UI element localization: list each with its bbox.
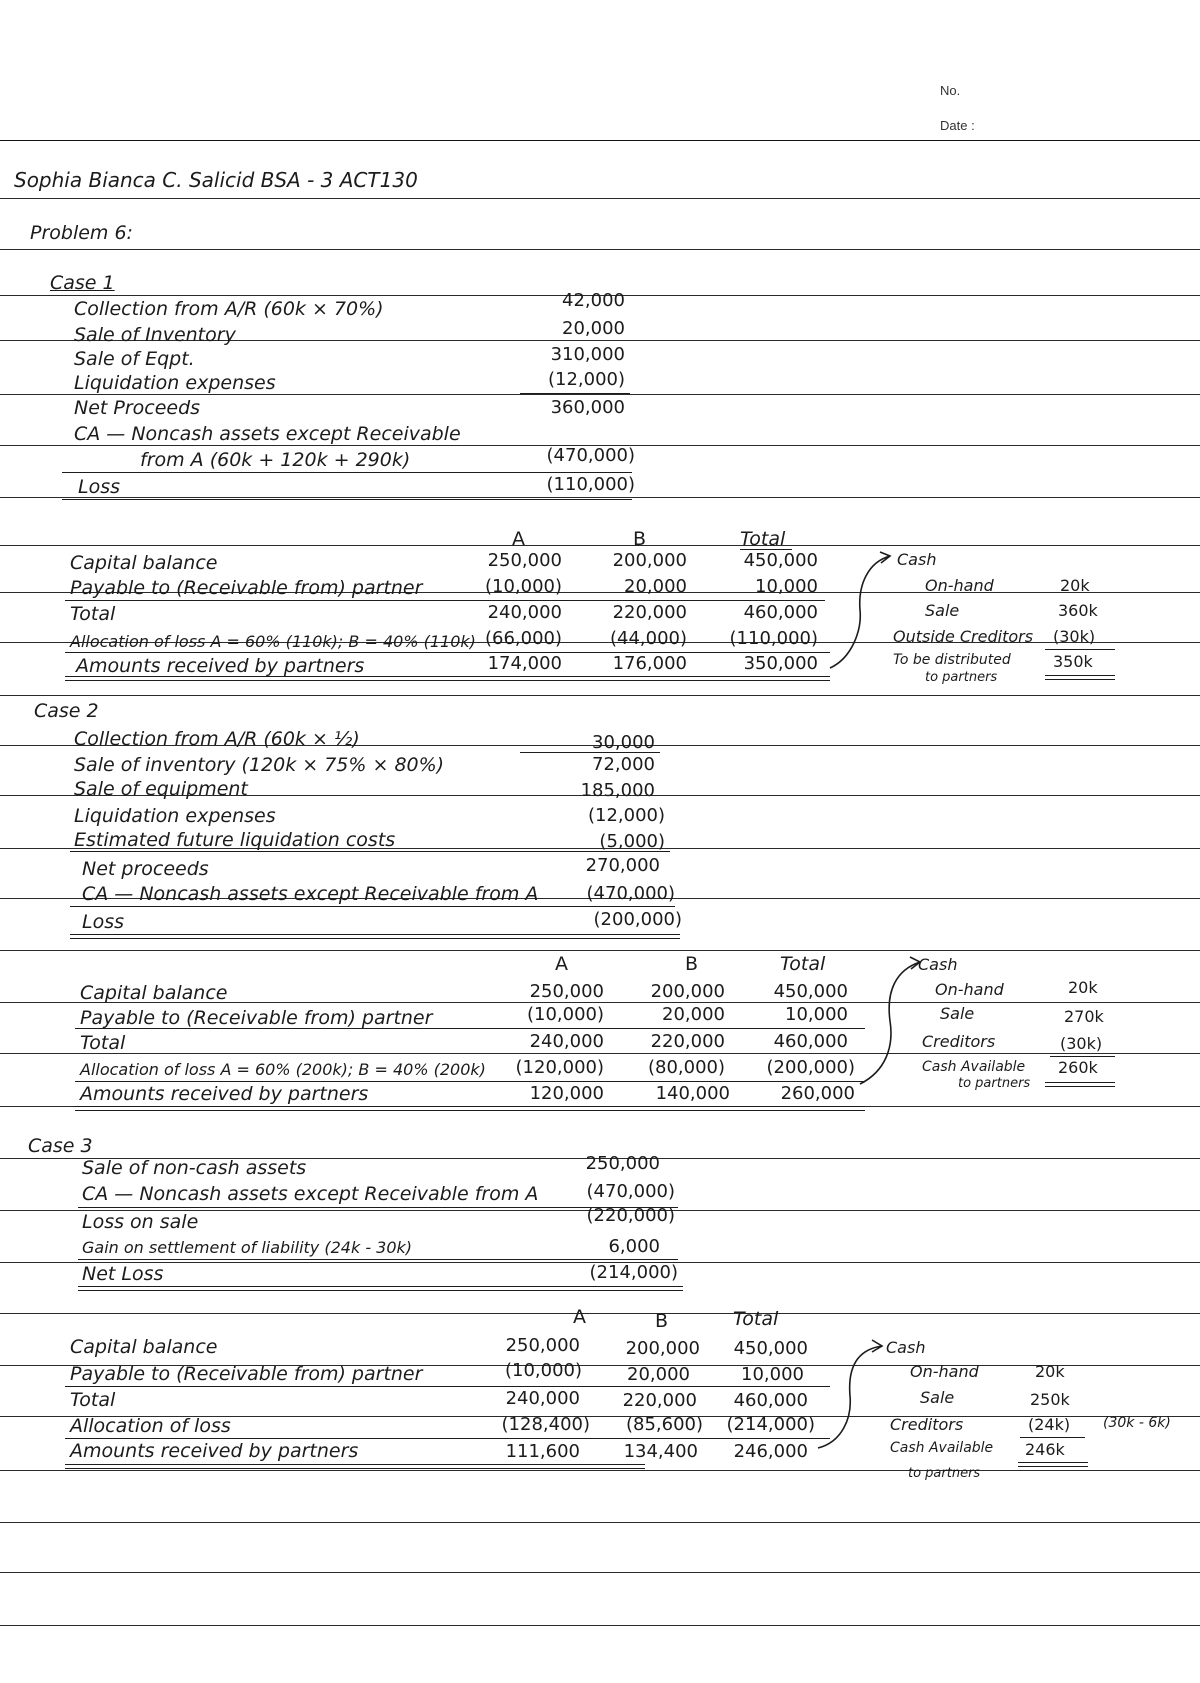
case2-row-label: CA — Noncash assets except Receivable from A: [82, 883, 539, 905]
case2-table-label: Capital balance: [80, 982, 228, 1004]
case2-table-label: Allocation of loss A = 60% (200k); B = 40% (200k): [80, 1060, 486, 1079]
case1-row-amount: (110,000): [546, 474, 635, 495]
case1-table-label: Amounts received by partners: [76, 655, 365, 677]
case2-cell-total: 260,000: [780, 1083, 855, 1104]
case3-cash-label: On-hand: [910, 1362, 979, 1381]
case3-cash-amount: 246k: [1025, 1440, 1065, 1459]
case1-cash-label: Outside Creditors: [893, 627, 1034, 646]
case1-table-label: Capital balance: [70, 552, 218, 574]
case1-cell-total: 460,000: [743, 602, 818, 623]
case2-row-amount: 270,000: [585, 855, 660, 876]
case1-cell-total: (110,000): [729, 628, 818, 649]
case1-cell-b: 176,000: [612, 653, 687, 674]
case1-cell-total: 350,000: [743, 653, 818, 674]
case3-cell-total: 246,000: [733, 1441, 808, 1462]
case1-row-amount: 20,000: [562, 318, 625, 339]
case3-cash-label: Creditors: [890, 1415, 964, 1434]
case3-cell-a: 111,600: [505, 1441, 580, 1462]
case2-cash-amount: 20k: [1068, 978, 1098, 997]
case2-cash-label: to partners: [958, 1076, 1031, 1091]
case3-side-note: (30k - 6k): [1103, 1415, 1171, 1431]
case2-row-amount: 30,000: [592, 732, 655, 753]
case3-row-amount: (470,000): [586, 1181, 675, 1202]
case2-cash-amount: (30k): [1060, 1034, 1103, 1053]
case3-cash-label: Sale: [920, 1388, 955, 1407]
case3-row-label: CA — Noncash assets except Receivable from A: [82, 1183, 539, 1205]
case2-row-amount: (5,000): [599, 831, 665, 852]
case1-title: Case 1: [50, 272, 115, 294]
case3-cell-total: 10,000: [741, 1364, 804, 1385]
case2-cash-label: Cash Available: [922, 1059, 1026, 1075]
case2-col-total: Total: [780, 953, 826, 975]
case2-row-amount: (12,000): [587, 805, 665, 826]
case2-row-amount: 185,000: [580, 780, 655, 801]
case2-row-amount: (470,000): [586, 883, 675, 904]
case1-cash-label: Sale: [925, 601, 960, 620]
case2-row-label: Collection from A/R (60k × ½): [74, 728, 360, 750]
case2-row-label: Estimated future liquidation costs: [74, 829, 396, 851]
case2-cash-amount: 260k: [1058, 1058, 1098, 1077]
case1-row-label: Collection from A/R (60k × 70%): [74, 298, 384, 320]
case3-row-amount: (214,000): [589, 1262, 678, 1283]
case3-cash-label: to partners: [908, 1466, 981, 1481]
case2-cell-b: 220,000: [650, 1031, 725, 1052]
case3-cell-b: 220,000: [622, 1390, 697, 1411]
case2-cell-b: 200,000: [650, 981, 725, 1002]
case3-col-b: B: [655, 1310, 669, 1332]
case2-row-label: Net proceeds: [82, 858, 209, 880]
case1-cell-a: 250,000: [487, 550, 562, 571]
case1-cash-amount: 360k: [1058, 601, 1098, 620]
case2-row-label: Sale of equipment: [74, 778, 248, 800]
case3-col-a: A: [573, 1306, 586, 1328]
case1-row-amount: (12,000): [547, 369, 625, 390]
case1-table-label: Payable to (Receivable from) partner: [70, 577, 423, 599]
case3-cell-b: 20,000: [627, 1364, 690, 1385]
case3-row-label: Sale of non-cash assets: [82, 1157, 307, 1179]
case3-table-label: Total: [70, 1389, 116, 1411]
date-label: Date :: [940, 118, 975, 133]
case2-cell-total: (200,000): [766, 1057, 855, 1078]
case3-cell-total: 450,000: [733, 1338, 808, 1359]
case2-row-label: Sale of inventory (120k × 75% × 80%): [74, 754, 445, 776]
student-line: Sophia Bianca C. Salicid BSA - 3 ACT130: [14, 168, 418, 192]
problem-title: Problem 6:: [30, 222, 133, 244]
case2-cell-total: 460,000: [773, 1031, 848, 1052]
case1-row-amount: 360,000: [550, 397, 625, 418]
case1-cell-b: 220,000: [612, 602, 687, 623]
case3-col-total: Total: [733, 1308, 779, 1330]
case1-cash-amount: 20k: [1060, 576, 1090, 595]
case3-cash-title: Cash: [886, 1338, 926, 1357]
case2-cell-b: 20,000: [662, 1004, 725, 1025]
case2-cell-a: (10,000): [526, 1004, 604, 1025]
case1-table-label: Allocation of loss A = 60% (110k); B = 40% (110k): [70, 632, 476, 651]
case3-cash-amount: 20k: [1035, 1362, 1065, 1381]
case1-cell-a: 240,000: [487, 602, 562, 623]
case1-cash-label: On-hand: [925, 576, 994, 595]
case3-row-amount: 250,000: [585, 1153, 660, 1174]
case2-cell-a: (120,000): [515, 1057, 604, 1078]
case1-row-label: Liquidation expenses: [74, 372, 276, 394]
case2-cash-label: Creditors: [922, 1032, 996, 1051]
case3-cell-total: (214,000): [726, 1414, 815, 1435]
case1-row-label: Sale of Inventory: [74, 324, 236, 346]
case1-cell-b: (44,000): [609, 628, 687, 649]
case1-cell-b: 200,000: [612, 550, 687, 571]
case2-cell-total: 450,000: [773, 981, 848, 1002]
case1-cash-label: to partners: [925, 670, 998, 685]
no-label: No.: [940, 83, 961, 98]
case3-row-label: Gain on settlement of liability (24k - 30k): [82, 1238, 413, 1257]
case2-cash-label: On-hand: [935, 980, 1004, 999]
case1-row-amount: (470,000): [546, 445, 635, 466]
case1-cell-a: (66,000): [484, 628, 562, 649]
case2-table-label: Total: [80, 1032, 126, 1054]
case1-cell-total: 10,000: [755, 576, 818, 597]
case1-table-label: Total: [70, 603, 116, 625]
case2-cell-a: 120,000: [529, 1083, 604, 1104]
case1-col-b: B: [633, 528, 647, 550]
case1-col-a: A: [512, 528, 525, 550]
case1-col-total: Total: [740, 528, 786, 550]
case1-cash-label: To be distributed: [893, 652, 1011, 668]
case2-cash-title: Cash: [918, 955, 958, 974]
case2-cell-total: 10,000: [785, 1004, 848, 1025]
case3-bracket-arrow: [818, 1338, 882, 1458]
case2-row-label: Liquidation expenses: [74, 805, 276, 827]
case1-cell-b: 20,000: [624, 576, 687, 597]
case3-row-label: Net Loss: [82, 1263, 164, 1285]
case3-table-label: Amounts received by partners: [70, 1440, 359, 1462]
case3-cell-total: 460,000: [733, 1390, 808, 1411]
case1-row-label: Sale of Eqpt.: [74, 348, 195, 370]
case3-cell-b: (85,600): [625, 1414, 703, 1435]
case3-title: Case 3: [28, 1135, 93, 1157]
case1-cell-total: 450,000: [743, 550, 818, 571]
case2-cash-label: Sale: [940, 1004, 975, 1023]
case3-cell-a: (128,400): [501, 1414, 590, 1435]
case1-cash-amount: 350k: [1053, 652, 1093, 671]
case2-cell-a: 250,000: [529, 981, 604, 1002]
case3-cell-b: 134,400: [623, 1441, 698, 1462]
case3-table-label: Payable to (Receivable from) partner: [70, 1363, 423, 1385]
case2-row-amount: 72,000: [592, 754, 655, 775]
case2-cell-b: 140,000: [655, 1083, 730, 1104]
case2-row-amount: (200,000): [593, 909, 682, 930]
case3-cash-amount: 250k: [1030, 1390, 1070, 1409]
case2-table-label: Payable to (Receivable from) partner: [80, 1007, 433, 1029]
case1-cash-title: Cash: [897, 550, 937, 569]
case1-row-label: Loss: [78, 476, 121, 498]
case2-title: Case 2: [34, 700, 99, 722]
case2-bracket-arrow: [860, 956, 920, 1096]
case3-cash-amount: (24k): [1028, 1415, 1071, 1434]
case1-cell-a: (10,000): [484, 576, 562, 597]
case3-row-amount: 6,000: [608, 1236, 660, 1257]
case3-cash-label: Cash Available: [890, 1440, 994, 1456]
case1-row-label: from A (60k + 120k + 290k): [140, 449, 411, 471]
case3-cell-b: 200,000: [625, 1338, 700, 1359]
case3-row-label: Loss on sale: [82, 1211, 199, 1233]
case3-cell-a: (10,000): [504, 1360, 582, 1381]
case1-row-label: CA — Noncash assets except Receivable: [74, 423, 461, 445]
case1-row-amount: 42,000: [562, 290, 625, 311]
case3-table-label: Allocation of loss: [70, 1415, 231, 1437]
case2-cell-b: (80,000): [647, 1057, 725, 1078]
case1-row-amount: 310,000: [550, 344, 625, 365]
case2-cash-amount: 270k: [1064, 1007, 1104, 1026]
case3-cell-a: 250,000: [505, 1335, 580, 1356]
case3-cell-a: 240,000: [505, 1388, 580, 1409]
case2-table-label: Amounts received by partners: [80, 1083, 369, 1105]
case1-cash-amount: (30k): [1053, 627, 1096, 646]
case3-table-label: Capital balance: [70, 1336, 218, 1358]
case1-cell-a: 174,000: [487, 653, 562, 674]
case3-row-amount: (220,000): [586, 1205, 675, 1226]
case1-bracket-arrow: [830, 550, 890, 680]
case2-col-a: A: [555, 953, 568, 975]
case2-row-label: Loss: [82, 911, 125, 933]
case2-col-b: B: [685, 953, 699, 975]
case1-row-label: Net Proceeds: [74, 397, 201, 419]
case2-cell-a: 240,000: [529, 1031, 604, 1052]
